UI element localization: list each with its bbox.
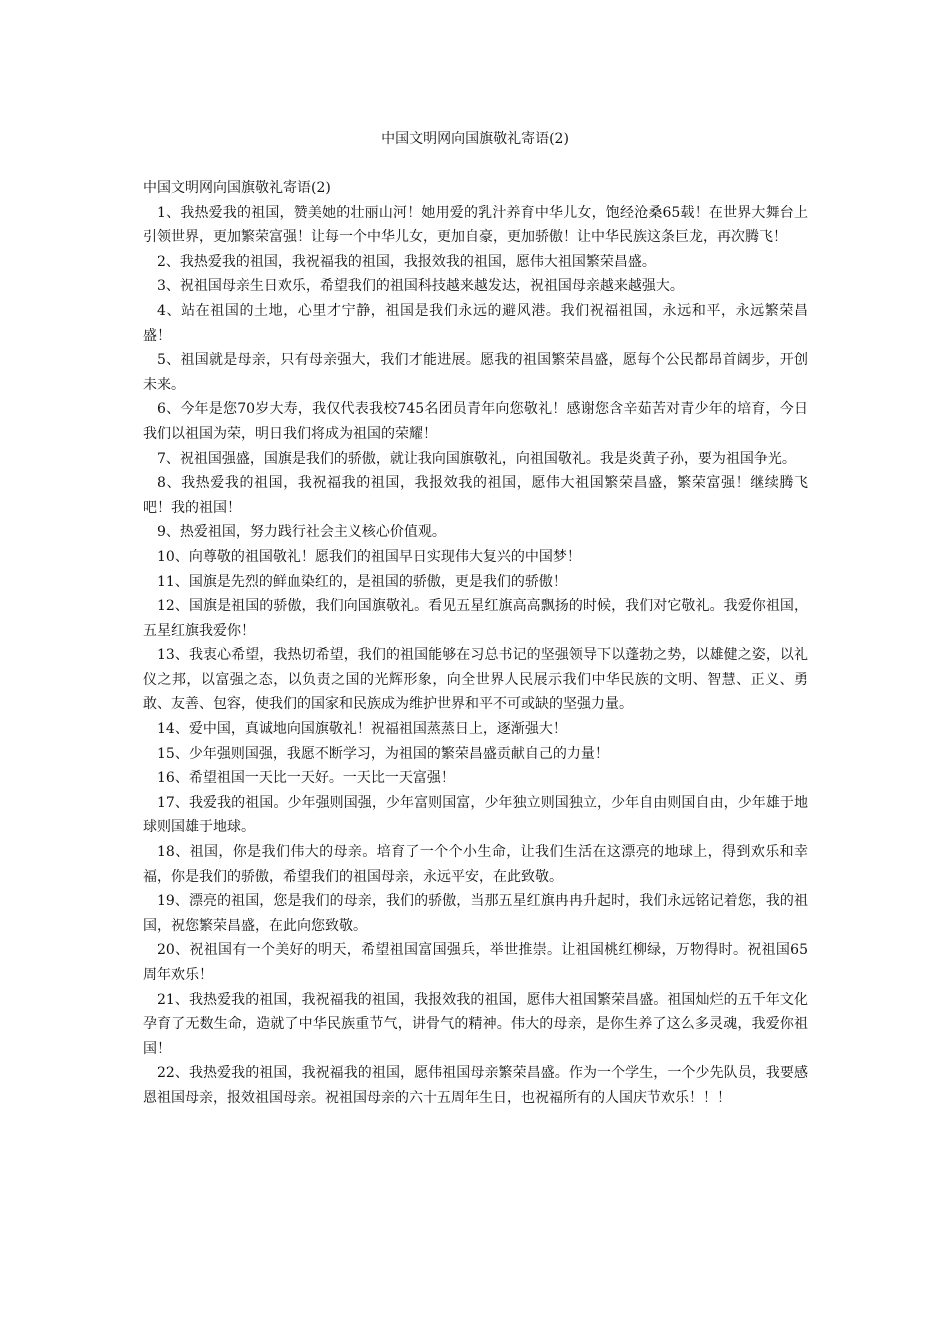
message-item-11: 11、国旗是先烈的鲜血染红的，是祖国的骄傲，更是我们的骄傲！ [157,573,567,590]
message-item-12: 12、国旗是祖国的骄傲，我们向国旗敬礼。看见五星红旗高高飘扬的时候，我们对它敬礼。我爱你祖国，五星红旗我爱你！ [143,598,808,639]
document-body [143,176,808,1111]
message-item-3: 3、祝祖国母亲生日欢乐，希望我们的祖国科技越来越发达，祝祖国母亲越来越强大。 [157,278,684,295]
message-item-9: 9、热爱祖国，努力践行社会主义核心价值观。 [157,524,446,541]
message-item-16: 16、希望祖国一天比一天好。一天比一天富强！ [157,770,455,787]
message-item-17: 17、我爱我的祖国。少年强则国强，少年富则国富，少年独立则国独立，少年自由则国自由，少年雄于地球则国雄于地球。 [143,794,808,836]
message-item-2: 2、我热爱我的祖国，我祝福我的祖国，我报效我的祖国，愿伟大祖国繁荣昌盛。 [157,253,656,270]
message-item-1: 1、我热爱我的祖国，赞美她的壮丽山河！她用爱的乳汁养育中华儿女，饱经沧桑65载！在世界大舞台上引领世界，更加繁荣富强！让每一个中华儿女，更加自豪，更加骄傲！让中华民族这条巨龙，再次腾飞！ [143,204,808,246]
message-item-21: 21、我热爱我的祖国，我祝福我的祖国，我报效我的祖国，愿伟大祖国繁荣昌盛。祖国灿烂的五千年文化孕育了无数生命，造就了中华民族重节气，讲骨气的精神。伟大的母亲，是你生养了这么多灵魂，我爱你祖国！ [143,991,808,1057]
message-item-14: 14、爱中国，真诚地向国旗敬礼！祝福祖国蒸蒸日上，逐渐强大！ [157,721,567,738]
message-item-13: 13、我衷心希望，我热切希望，我们的祖国能够在习总书记的坚强领导下以蓬勃之势，以雄健之姿，以礼仪之邦，以富强之态，以负责之国的光辉形象，向全世界人民展示我们中华民族的文明、智慧、正义、勇敢、友善、包容，使我们的国家和民族成为维护世界和平不可或缺的坚强力量。 [143,647,808,713]
message-item-5: 5、祖国就是母亲，只有母亲强大，我们才能进展。愿我的祖国繁荣昌盛，愿每个公民都昂首阔步，开创未来。 [143,352,808,393]
message-item-15: 15、少年强则国强，我愿不断学习，为祖国的繁荣昌盛贡献自己的力量！ [157,745,609,762]
message-item-22: 22、我热爱我的祖国，我祝福我的祖国，愿伟祖国母亲繁荣昌盛。作为一个学生，一个少先队员，我要感恩祖国母亲，报效祖国母亲。祝祖国母亲的六十五周年生日，也祝福所有的人国庆节欢乐！！！ [143,1065,808,1106]
message-item-7: 7、祝祖国强盛，国旗是我们的骄傲，就让我向国旗敬礼，向祖国敬礼。我是炎黄子孙，要为祖国争光。 [157,450,796,467]
message-item-18: 18、祖国，你是我们伟大的母亲。培育了一个个小生命，让我们生活在这漂亮的地球上，得到欢乐和幸福，你是我们的骄傲，希望我们的祖国母亲，永远平安，在此致敬。 [143,844,808,885]
message-item-20: 20、祝祖国有一个美好的明天，希望祖国富国强兵，举世推崇。让祖国桃红柳绿，万物得时。祝祖国65周年欢乐！ [143,942,808,983]
message-item-8: 8、我热爱我的祖国，我祝福我的祖国，我报效我的祖国，愿伟大祖国繁荣昌盛，繁荣富强！继续腾飞吧！我的祖国！ [143,475,808,516]
message-item-10: 10、向尊敬的祖国敬礼！愿我们的祖国早日实现伟大复兴的中国梦！ [157,548,581,565]
message-item-6: 6、今年是您70岁大寿，我仅代表我校745名团员青年向您敬礼！感谢您含辛茹苦对青少年的培育，今日我们以祖国为荣，明日我们将成为祖国的荣耀！ [143,401,808,442]
message-item-19: 19、漂亮的祖国，您是我们的母亲，我们的骄傲，当那五星红旗冉冉升起时，我们永远铭记着您，我的祖国，祝您繁荣昌盛，在此向您致敬。 [143,893,808,934]
message-item-4: 4、站在祖国的土地，心里才宁静，祖国是我们永远的避风港。我们祝福祖国，永远和平，永远繁荣昌盛！ [143,302,808,344]
document-subtitle: 中国文明网向国旗敬礼寄语(2) [143,180,331,196]
document-title: 中国文明网向国旗敬礼寄语(2) [381,131,569,147]
